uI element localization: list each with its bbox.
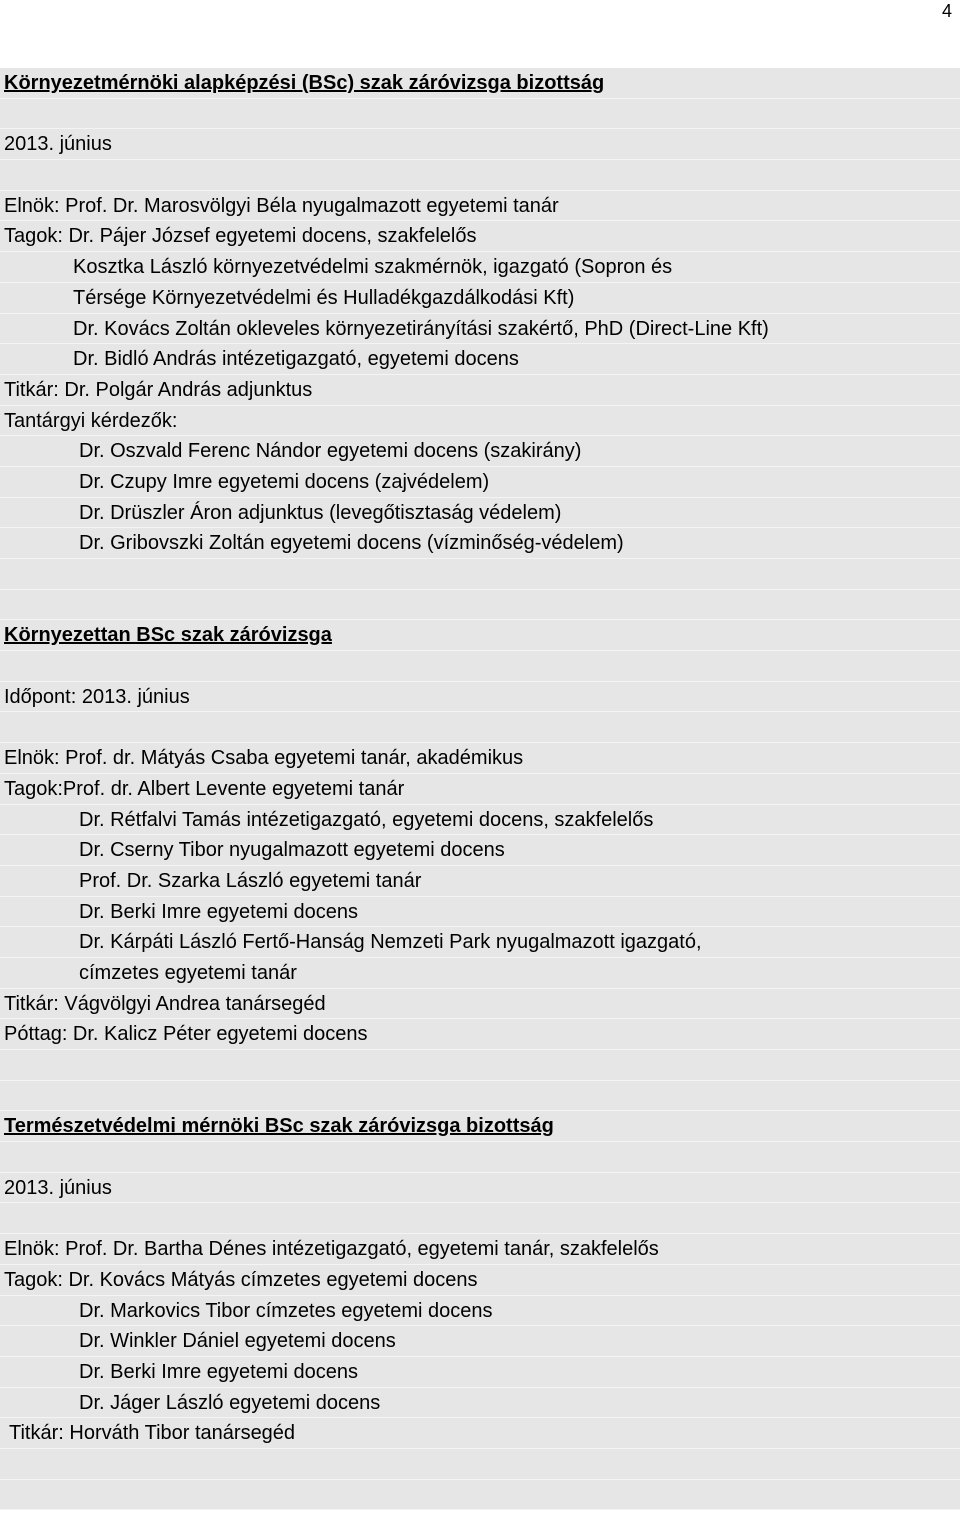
section1-examiner: Dr. Drüszler Áron adjunktus (levegőtisztaság védelem) [0,498,960,529]
section2-chair: Elnök: Prof. dr. Mátyás Csaba egyetemi tanár, akadémikus [0,743,960,774]
section1-examiner: Dr. Czupy Imre egyetemi docens (zajvédelem) [0,467,960,498]
section1-member: Dr. Bidló András intézetigazgató, egyetemi docens [0,344,960,375]
section2-title: Környezettan BSc szak záróvizsga [0,620,960,651]
section2-substitute: Póttag: Dr. Kalicz Péter egyetemi docens [0,1019,960,1050]
section1-chair: Elnök: Prof. Dr. Marosvölgyi Béla nyugalmazott egyetemi tanár [0,191,960,222]
spacer [0,712,960,743]
spacer [0,559,960,590]
section1-examiner: Dr. Oszvald Ferenc Nándor egyetemi docens (szakirány) [0,436,960,467]
section3-member: Dr. Berki Imre egyetemi docens [0,1357,960,1388]
page-number: 4 [941,1,952,21]
spacer [0,99,960,130]
section2-secretary: Titkár: Vágvölgyi Andrea tanársegéd [0,989,960,1020]
section2-member: Dr. Rétfalvi Tamás intézetigazgató, egyetemi docens, szakfelelős [0,805,960,836]
section3-member: Dr. Jáger László egyetemi docens [0,1388,960,1419]
section2-date: Időpont: 2013. június [0,682,960,713]
document-body [0,68,960,1510]
spacer [0,1203,960,1234]
section3-title: Természetvédelmi mérnöki BSc szak záróvizsga bizottság [0,1111,960,1142]
section2-member: Dr. Kárpáti László Fertő-Hanság Nemzeti Park nyugalmazott igazgató, [0,927,960,958]
section2-member: Prof. Dr. Szarka László egyetemi tanár [0,866,960,897]
section1-title: Környezetmérnöki alapképzési (BSc) szak záróvizsga bizottság [0,68,960,99]
section3-member: Dr. Winkler Dániel egyetemi docens [0,1326,960,1357]
section3-secretary: Titkár: Horváth Tibor tanársegéd [0,1418,960,1449]
section3-date: 2013. június [0,1173,960,1204]
spacer [0,160,960,191]
spacer [0,1050,960,1081]
section3-chair: Elnök: Prof. Dr. Bartha Dénes intézetigazgató, egyetemi tanár, szakfelelős [0,1234,960,1265]
section3-member: Dr. Markovics Tibor címzetes egyetemi docens [0,1296,960,1327]
section3-members: Tagok: Dr. Kovács Mátyás címzetes egyetemi docens [0,1265,960,1296]
section2-member: Dr. Cserny Tibor nyugalmazott egyetemi docens [0,835,960,866]
section2-member: címzetes egyetemi tanár [0,958,960,989]
section1-secretary: Titkár: Dr. Polgár András adjunktus [0,375,960,406]
section1-examiner: Dr. Gribovszki Zoltán egyetemi docens (vízminőség-védelem) [0,528,960,559]
spacer [0,1081,960,1112]
section1-member: Térsége Környezetvédelmi és Hulladékgazdálkodási Kft) [0,283,960,314]
section1-member: Dr. Kovács Zoltán okleveles környezetirányítási szakértő, PhD (Direct-Line Kft) [0,314,960,345]
section1-member: Kosztka László környezetvédelmi szakmérnök, igazgató (Sopron és [0,252,960,283]
section2-members: Tagok:Prof. dr. Albert Levente egyetemi tanár [0,774,960,805]
spacer [0,1142,960,1173]
section1-examiners-label: Tantárgyi kérdezők: [0,406,960,437]
spacer [0,590,960,621]
spacer [0,1480,960,1511]
section1-date: 2013. június [0,129,960,160]
spacer [0,1449,960,1480]
spacer [0,651,960,682]
section2-member: Dr. Berki Imre egyetemi docens [0,897,960,928]
section1-members: Tagok: Dr. Pájer József egyetemi docens, szakfelelős [0,221,960,252]
